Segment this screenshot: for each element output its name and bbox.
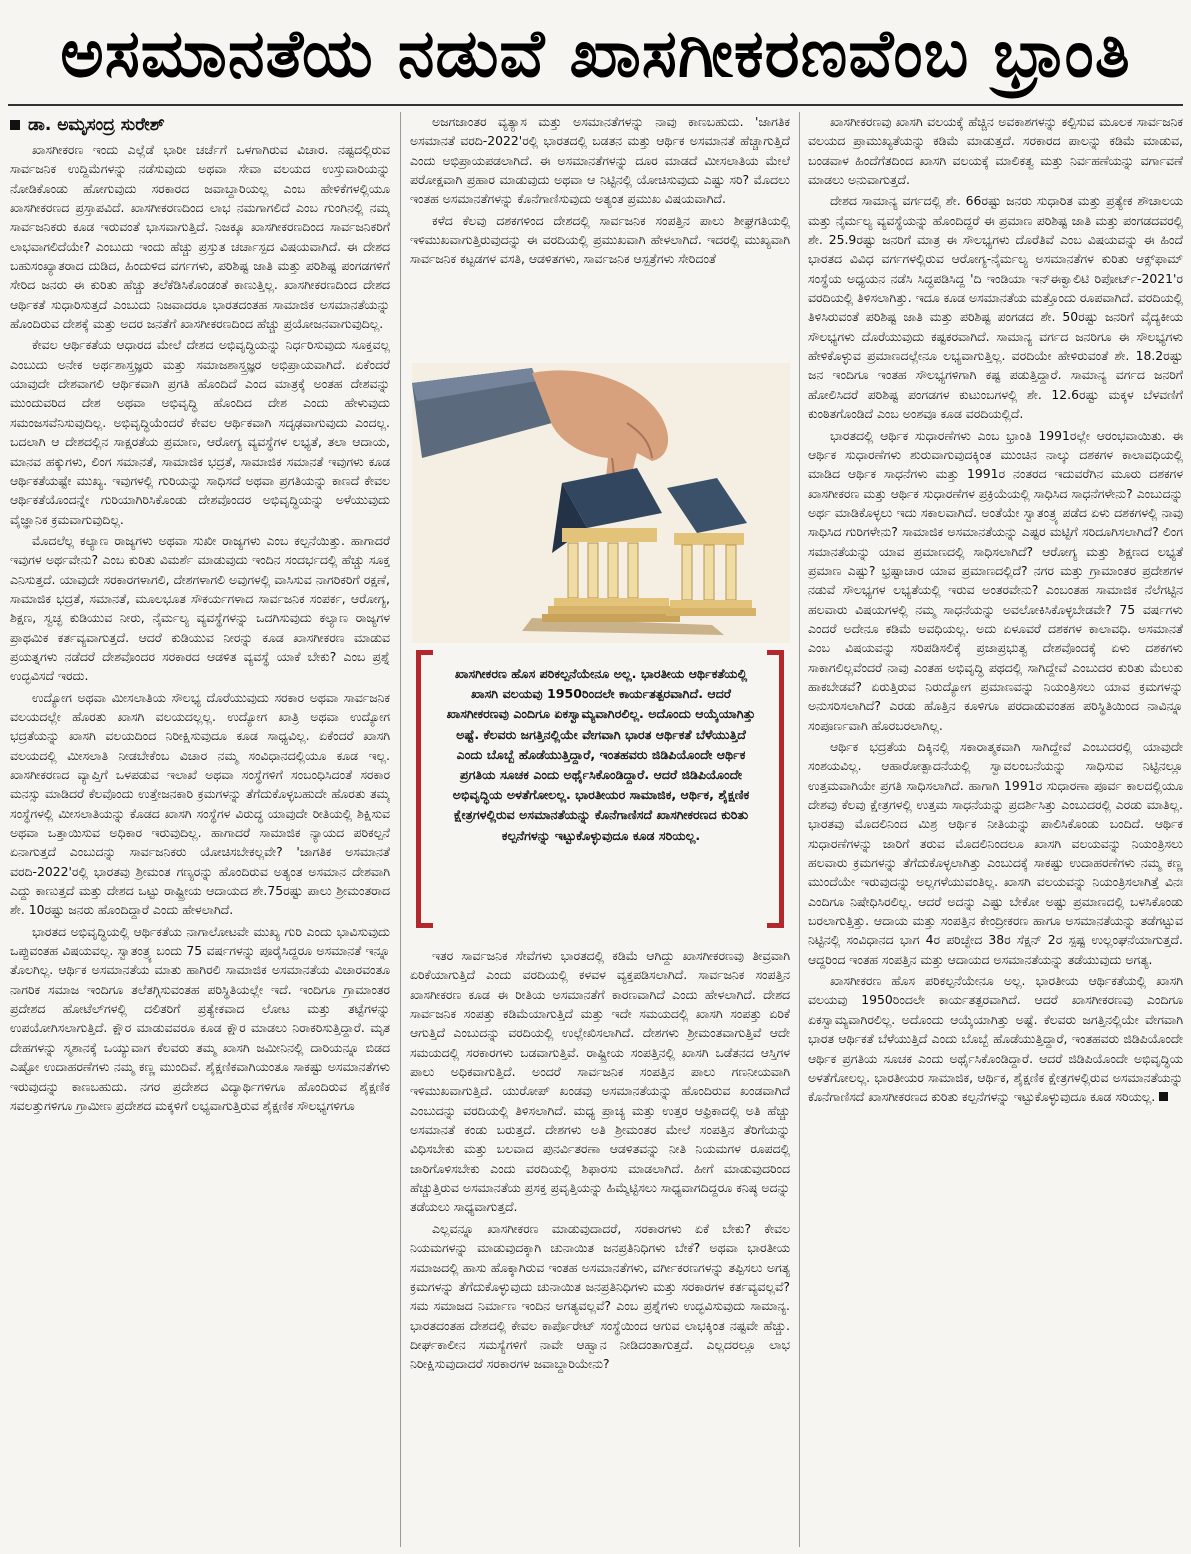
- column-divider: [400, 112, 401, 1547]
- article-column-2-bottom: [410, 946, 790, 1546]
- column-divider: [799, 112, 800, 1547]
- author-name: ಡಾ. ಅಮೃಸಂದ್ರ ಸುರೇಶ್: [28, 115, 165, 135]
- byline-square-icon: [10, 120, 20, 130]
- paragraph: ಕೇವಲ ಆರ್ಥಿಕತೆಯ ಆಧಾರದ ಮೇಲೆ ದೇಶದ ಅಭಿವೃದ್ಧಿಯನ್ನು ನಿರ್ಧರಿಸುವುದು ಸೂಕ್ತವಲ್ಲ ಎಂಬುದು ಅನೇಕ ಅರ್ಥಶಾಸ್ತ್ರಜ್ಞರು ಮತ್ತು ಸಮಾಜಶಾಸ್ತ್ರಜ್ಞರ ಅಭಿಪ್ರಾಯವಾಗಿದೆ. ಏಕೆಂದರೆ ಯಾವುದೇ ದೇಶವಾಗಲಿ ಆರ್ಥಿಕವಾಗಿ ಪ್ರಗತಿ ಹೊಂದಿದೆ ಎಂದ ಮಾತ್ರಕ್ಕೆ ಅಂತಹ ದೇಶವನ್ನು ಮುಂದುವರಿದ ದೇಶ ಅಥವಾ ಅಭಿವೃದ್ಧಿ ಹೊಂದಿದ ದೇಶ ಎಂದು ಹೇಳುವುದು ಸಮಂಜಸವೆನಿಸುವುದಿಲ್ಲ. ಅಭಿವೃದ್ಧಿಯೆಂದರೆ ಕೇವಲ ಆರ್ಥಿಕವಾಗಿ ಸದೃಢವಾಗುವುದು ಎಂದಲ್ಲ. ಬದಲಾಗಿ ಆ ದೇಶದಲ್ಲಿನ ಸಾಕ್ಷರತೆಯ ಪ್ರಮಾಣ, ಆರೋಗ್ಯ ವ್ಯವಸ್ಥೆಗಳ ಲಭ್ಯತೆ, ತಲಾ ಆದಾಯ, ಮಾನವ ಹಕ್ಕುಗಳು, ಲಿಂಗ ಸಮಾನತೆ, ಸಾಮಾಜಿಕ ಭದ್ರತೆ, ಸಾಮಾಜಿಕ ಸಮಾನತೆ ಇವುಗಳು ಕೂಡ ಆರ್ಥಿಕತೆಯಷ್ಟೇ ಮುಖ್ಯ. ಇವುಗಳಲ್ಲಿ ಗುರಿಯನ್ನು ಸಾಧಿಸದೆ ಅಥವಾ ಪ್ರಗತಿಯನ್ನು ಕಾಣದೆ ಕೇವಲ ಆರ್ಥಿಕತೆಯೊಂದನ್ನೇ ಗುರಿಯಾಗಿರಿಸಿಕೊಂಡು ದೇಶವೊಂದರ ಅಭಿವೃದ್ಧಿಯನ್ನು ಅಳೆಯುವುದು ವೈಜ್ಞಾನಿಕ ಕ್ರಮವಾಗುವುದಿಲ್ಲ.: [10, 337, 390, 527]
- article-column-1: [10, 112, 390, 1552]
- byline: [10, 112, 390, 138]
- paragraph: ಭಾರತದಲ್ಲಿ ಆರ್ಥಿಕ ಸುಧಾರಣೆಗಳು ಎಂಬ ಭ್ರಾಂತಿ 1991ರಲ್ಲೇ ಆರಂಭವಾಯಿತು. ಈ ಆರ್ಥಿಕ ಸುಧಾರಣೆಗಳು ಶುರುವಾಗುವುದಕ್ಕಿಂತ ಮುಂಚಿನ ನಾಲ್ಕು ದಶಕಗಳ ಕಾಲಾವಧಿಯಲ್ಲಿ ಮಾಡಿದ ಆರ್ಥಿಕ ಸಾಧನೆಗಳು ಮತ್ತು 1991ರ ನಂತರದ ಇದುವರೆಗಿನ ಮೂರು ದಶಕಗಳ ಖಾಸಗೀಕರಣ ಮತ್ತು ಆರ್ಥಿಕ ಸುಧಾರಣೆಗಳ ಪ್ರಕ್ರಿಯೆಯಲ್ಲಿ ಸಾಧಿಸಿದ ಸಾಧನೆಗಳೇನು? ಎಂಬುದನ್ನು ಅರ್ಥ ಮಾಡಿಕೊಳ್ಳಲು ಇದು ಸಕಾಲವಾಗಿದೆ. ಅಂತೆಯೇ ಸ್ವಾತಂತ್ರ್ಯ ಪಡೆದ ಏಳು ದಶಕಗಳಲ್ಲಿ ನಾವು ಸಾಧಿಸಿದ ಗುರಿಗಳೇನು? ಸಾಮಾಜಿಕ ಅಸಮಾನತೆಯನ್ನು ಎಷ್ಟರ ಮಟ್ಟಿಗೆ ಸರಿದೂಗಿಸಲಾಗಿದೆ? ಲಿಂಗ ಸಮಾನತೆಯನ್ನು ಯಾವ ಪ್ರಮಾಣದಲ್ಲಿ ಸಾಧಿಸಲಾಗಿದೆ? ಆರೋಗ್ಯ ಮತ್ತು ಶಿಕ್ಷಣದ ಲಭ್ಯತೆ ಪ್ರಮಾಣ ಎಷ್ಟು? ಭ್ರಷ್ಟಾಚಾರ ಯಾವ ಪ್ರಮಾಣದಲ್ಲಿದೆ? ನಗರ ಮತ್ತು ಗ್ರಾಮಾಂತರ ಪ್ರದೇಶಗಳ ನಡುವೆ ಸೌಲಭ್ಯಗಳ ಲಭ್ಯತೆಯಲ್ಲಿ ಇರುವ ಅಂತರವೇನು? ಎಂಬಂತಹ ಸಾಮಾಜಿಕ ನೆಲೆಗಟ್ಟಿನ ಹಲವಾರು ವಿಷಯಗಳಲ್ಲಿ ನಮ್ಮ ಸಾಧನೆಯನ್ನು ಅವಲೋಕಿಸಿಕೊಳ್ಳಬೇಡವೇ? 75 ವರ್ಷಗಳು ಎಂದರೆ ಅದೇನೂ ಕಡಿಮೆ ಅವಧಿಯಲ್ಲ. ಅದು ಏಳೂವರೆ ದಶಕಗಳ ಕಾಲಾವಧಿ. ಅಸಮಾನತೆ ಎಂಬ ವಿಷಯವನ್ನು ಸರಿಪಡಿಸಲಿಕ್ಕೆ ಪ್ರಜಾಪ್ರಭುತ್ವ ದೇಶವೊಂದಕ್ಕೆ ಏಳು ದಶಕಗಳು ಸಾಕಾಗಲಿಲ್ಲವೆಂದರೆ ನಾವು ಎಂತಹ ಅಭಿವೃದ್ಧಿ ಪಥದಲ್ಲಿ ಸಾಗಿದ್ದೇವೆ ಎಂಬುದರ ಕುರಿತು ಮೆಲುಕು ಹಾಕಬೇಡವೆ? ಏರುತ್ತಿರುವ ನಿರುದ್ಯೋಗ ಪ್ರಮಾಣವನ್ನು ನಿಯಂತ್ರಿಸಲು ಯಾವ ಕ್ರಮಗಳನ್ನು ಅನುಸರಿಸಲಾಗಿದೆ? ಎರಡು ಹೊತ್ತಿನ ಕೂಳಿಗೂ ಪರದಾಡುವಂತಹ ಪರಿಸ್ಥಿತಿಯಿಂದ ನಾವಿನ್ನೂ ಸಂಪೂರ್ಣವಾಗಿ ಹೊರಬರಲಾಗಿಲ್ಲ.: [808, 427, 1183, 733]
- paragraph: ಖಾಸಗೀಕರಣ ಇಂದು ಎಲ್ಲೆಡೆ ಭಾರೀ ಚರ್ಚೆಗೆ ಒಳಗಾಗಿರುವ ವಿಚಾರ. ನಷ್ಟದಲ್ಲಿರುವ ಸಾರ್ವಜನಿಕ ಉದ್ದಿಮೆಗಳನ್ನು ನಡೆಸುವುದು ಅಥವಾ ಸೇವಾ ವಲಯದ ಉಸ್ತುವಾರಿಯನ್ನು ನೋಡಿಕೊಂಡು ಹೋಗುವುದು ಸರಕಾರದ ಜವಾಬ್ದಾರಿಯಲ್ಲ ಎಂಬ ಹೇಳಿಕೆಗಳಲ್ಲಿಯೂ ಖಾಸಗೀಕರಣದ ಪ್ರಸ್ತಾಪವಿದೆ. ಖಾಸಗೀಕರಣದಿಂದ ಲಾಭ ನಮಗಾಗಲಿದೆ ಎಂಬ ಗುಂಗಿನಲ್ಲಿ ನಮ್ಮ ಸಾರ್ವಜನಿಕರು ಕೂಡ ಇರುವಂತೆ ಭಾಸವಾಗುತ್ತಿದೆ. ನಿಜಕ್ಕೂ ಖಾಸಗೀಕರಣದಿಂದ ಸಾರ್ವಜನಿಕರಿಗೆ ಲಾಭವಾಗಲಿದೆಯೇ? ಎಂಬುದು ಇಂದು ಹೆಚ್ಚು ಪ್ರಸ್ತುತ ಚರ್ಚಾಸ್ಪದ ವಿಷಯವಾಗಿದೆ. ಈ ದೇಶದ ಬಹುಸಂಖ್ಯಾತರಾದ ದುಡಿದ, ಹಿಂದುಳಿದ ವರ್ಗಗಳು, ಪರಿಶಿಷ್ಟ ಜಾತಿ ಮತ್ತು ಪರಿಶಿಷ್ಟ ಪಂಗಡಗಳಿಗೆ ಸೇರಿದ ಜನರು ಈ ಕುರಿತು ಹೆಚ್ಚು ತಲೆಕೆಡಿಸಿಕೊಂಡಂತೆ ಕಾಣುತ್ತಿಲ್ಲ. ಖಾಸಗೀಕರಣದಿಂದ ದೇಶದ ಆರ್ಥಿಕತೆ ಸುಧಾರಿಸುತ್ತದೆ ಎಂಬುದು ನಿಜವಾದರೂ ಭಾರತದಂತಹ ಸಾಮಾಜಿಕ ಅಸಮಾನತೆಯನ್ನು ಹೊಂದಿರುವ ದೇಶಕ್ಕೆ ಮತ್ತು ಅದರ ಜನತೆಗೆ ಖಾಸಗೀಕರಣದಿಂದ ಹೆಚ್ಚು ಪ್ರಯೋಜನವಾಗುವುದಿಲ್ಲ.: [10, 142, 390, 332]
- paragraph: ಅಜಗಜಾಂತರ ವ್ಯತ್ಯಾಸ ಮತ್ತು ಅಸಮಾನತೆಗಳನ್ನು ನಾವು ಕಾಣಬಹುದು. 'ಜಾಗತಿಕ ಅಸಮಾನತೆ ವರದಿ-2022'ರಲ್ಲಿ ಭಾರತದಲ್ಲಿ ಬಡತನ ಮತ್ತು ಆರ್ಥಿಕ ಅಸಮಾನತೆ ಹೆಚ್ಚಾಗುತ್ತಿದೆ ಎಂದು ಅಭಿಪ್ರಾಯಪಡಲಾಗಿದೆ. ಈ ಅಸಮಾನತೆಗಳನ್ನು ದೂರ ಮಾಡದೆ ಮೀಸಲಾತಿಯ ಮೇಲೆ ಪರೋಕ್ಷವಾಗಿ ಪ್ರಹಾರ ಮಾಡುವುದು ಅಥವಾ ಆ ನಿಟ್ಟಿನಲ್ಲಿ ಯೋಚಿಸುವುದು ಎಷ್ಟು ಸರಿ? ಮೊದಲು ಇಂತಹ ಅಸಮಾನತೆಗಳನ್ನು ಕೊನೆಗಾಣಿಸುವುದು ಅತ್ಯಂತ ಪ್ರಮುಖ ವಿಷಯವಾಗಿದೆ.: [410, 114, 790, 207]
- paragraph: [808, 971, 1183, 1106]
- paragraph: ಭಾರತದ ಅಭಿವೃದ್ಧಿಯಲ್ಲಿ ಆರ್ಥಿಕತೆಯ ನಾಗಾಲೋಟವೇ ಮುಖ್ಯ ಗುರಿ ಎಂದು ಭಾವಿಸುವುದು ಒಪ್ಪುವಂತಹ ವಿಷಯವಲ್ಲ. ಸ್ವಾತಂತ್ರ್ಯ ಬಂದು 75 ವರ್ಷಗಳನ್ನು ಪೂರೈಸಿದ್ದರೂ ಅಸಮಾನತೆ ಇನ್ನೂ ತೊಲಗಿಲ್ಲ. ಆರ್ಥಿಕ ಅಸಮಾನತೆಯ ಮಾತು ಹಾಗಿರಲಿ ಸಾಮಾಜಿಕ ಅಸಮಾನತೆಯ ವಿಚಾರವಂತೂ ನಾಗರಿಕ ಸಮಾಜ ಇಂದಿಗೂ ತಲೆತಗ್ಗಿಸುವಂತಹ ಪರಿಸ್ಥಿತಿಯಲ್ಲೇ ಇದೆ. ಇಂದಿಗೂ ಗ್ರಾಮಾಂತರ ಪ್ರದೇಶದ ಹೋಟೆಲ್‌ಗಳಲ್ಲಿ ದಲಿತರಿಗೆ ಪ್ರತ್ಯೇಕವಾದ ಲೋಟ ಮತ್ತು ತಟ್ಟೆಗಳನ್ನು ಉಪಯೋಗಿಸಲಾಗುತ್ತಿದೆ. ಕ್ಷೌರ ಮಾಡುವವರೂ ಕೂಡ ಕ್ಷೌರ ಮಾಡಲು ನಿರಾಕರಿಸುತ್ತಿದ್ದಾರೆ. ಮೃತ ದೇಹಗಳನ್ನು ಸ್ಮಶಾನಕ್ಕೆ ಒಯ್ಯುವಾಗ ಕೆಲವರು ತಮ್ಮ ಖಾಸಗಿ ಜಮೀನಿನಲ್ಲಿ ದಾರಿಯನ್ನೂ ಬಿಡದ ಎಷ್ಟೋ ಉದಾಹರಣೆಗಳು ನಮ್ಮ ಕಣ್ಣ ಮುಂದಿವೆ. ಶೈಕ್ಷಣಿಕವಾಗಿಯಂತೂ ಸಾಕಷ್ಟು ಅಸಮಾನತೆಗಳು ಇರುವುದನ್ನು ಕಾಣಬಹುದು. ನಗರ ಪ್ರದೇಶದ ವಿದ್ಯಾರ್ಥಿಗಳಿಗೂ ಹೊಂದಿರುವ ಶೈಕ್ಷಣಿಕ ಸವಲತ್ತುಗಳಿಗೂ ಗ್ರಾಮೀಣ ಪ್ರದೇಶದ ಮಕ್ಕಳಿಗೆ ಲಭ್ಯವಾಗುತ್ತಿರುವ ಶೈಕ್ಷಣಿಕ ಸೌಲಭ್ಯಗಳಿಗೂ: [10, 923, 390, 1113]
- paragraph: ಕಳೆದ ಕೆಲವು ದಶಕಗಳಿಂದ ದೇಶದಲ್ಲಿ ಸಾರ್ವಜನಿಕ ಸಂಪತ್ತಿನ ಪಾಲು ಶೀಘ್ರಗತಿಯಲ್ಲಿ ಇಳಿಮುಖವಾಗುತ್ತಿರುವುದನ್ನು ಈ ವರದಿಯಲ್ಲಿ ಪ್ರಮುಖವಾಗಿ ಹೇಳಲಾಗಿದೆ. ಇದರಲ್ಲಿ ಮುಖ್ಯವಾಗಿ ಸಾರ್ವಜನಿಕ ಕಟ್ಟಡಗಳ ವಸತಿ, ಆಡಳಿತಗಳು, ಸಾರ್ವಜನಿಕ ಆಸ್ಪತ್ರೆಗಳು ಸೇರಿದಂತೆ: [410, 212, 790, 267]
- paragraph: ಆರ್ಥಿಕ ಭದ್ರತೆಯ ದಿಕ್ಕಿನಲ್ಲಿ ಸಕಾರಾತ್ಮಕವಾಗಿ ಸಾಗಿದ್ದೇವೆ ಎಂಬುದರಲ್ಲಿ ಯಾವುದೇ ಸಂಶಯವಿಲ್ಲ. ಆಹಾರೋತ್ಪಾದನೆಯಲ್ಲಿ ಸ್ವಾವಲಂಬನೆಯನ್ನು ಸಾಧಿಸುವ ನಿಟ್ಟಿನಲ್ಲೂ ಉತ್ತಮವಾಗಿಯೇ ಪ್ರಗತಿ ಸಾಧಿಸಲಾಗಿದೆ. ಹಾಗಾಗಿ 1991ರ ಸುಧಾರಣಾ ಪೂರ್ವ ಕಾಲದಲ್ಲಿಯೂ ದೇಶವು ಕೆಲವು ಕ್ಷೇತ್ರಗಳಲ್ಲಿ ಉತ್ತಮ ಸಾಧನೆಯನ್ನು ಪ್ರದರ್ಶಿಸಿತ್ತು ಎಂಬುದರಲ್ಲಿ ಎರಡು ಮಾತಿಲ್ಲ. ಭಾರತವು ಮೊದಲಿನಿಂದ ಮಿಶ್ರ ಆರ್ಥಿಕ ನೀತಿಯನ್ನು ಪಾಲಿಸಿಕೊಂಡು ಬಂದಿದೆ. ಆರ್ಥಿಕ ಸುಧಾರಣೆಗಳನ್ನು ಜಾರಿಗೆ ತರುವ ಮೊದಲಿನಿಂದಲೂ ಖಾಸಗಿ ವಲಯವನ್ನು ನಿಯಂತ್ರಿಸಲು ಹಲವಾರು ಕ್ರಮಗಳನ್ನು ತೆಗೆದುಕೊಳ್ಳಲಾಗಿತ್ತು ಎಂಬುದಕ್ಕೆ ಸಾಕಷ್ಟು ಉದಾಹರಣೆಗಳು ನಮ್ಮ ಕಣ್ಣ ಮುಂದೆಯೇ ಇರುವುದನ್ನು ಅಲ್ಲಗಳೆಯುವಂತಿಲ್ಲ. ಖಾಸಗಿ ವಲಯವನ್ನು ನಿಯಂತ್ರಿಸಲಾಗಿತ್ತೆ ವಿನಃ ಎಂದಿಗೂ ನಿಷೇಧಿಸಿರಲಿಲ್ಲ. ಆದರೆ ಅದನ್ನು ಎಷ್ಟು ಬೇಕೋ ಅಷ್ಟು ಪ್ರಮಾಣದಲ್ಲಿ ಬಳಸಿಕೊಂಡು ಬರಲಾಗುತ್ತಿತ್ತು. ಆದಾಯ ಮತ್ತು ಸಂಪತ್ತಿನ ಕೇಂದ್ರೀಕರಣ ಹಾಗೂ ಅಸಮಾನತೆಯನ್ನು ತಡೆಗಟ್ಟುವ ನಿಟ್ಟಿನಲ್ಲಿ ಸಂವಿಧಾನದ ಭಾಗ 4ರ ಪರಿಚ್ಛೇದ 38ರ ಸೆಕ್ಷನ್ 2ರ ಸ್ಪಷ್ಟ ಉಲ್ಲಂಘನೆಯಾಗುತ್ತದೆ. ಆದ್ದರಿಂದ ಇಂತಹ ಸಂಪತ್ತಿನ ಮತ್ತು ಆದಾಯದ ಅಸಮಾನತೆಯನ್ನು ತಡೆಯುವುದು ಅಗತ್ಯ.: [808, 739, 1183, 967]
- hand-lifting-bank-building-icon: [412, 363, 790, 643]
- paragraph: ಖಾಸಗೀಕರಣವು ಖಾಸಗಿ ವಲಯಕ್ಕೆ ಹೆಚ್ಚಿನ ಅವಕಾಶಗಳನ್ನು ಕಲ್ಪಿಸುವ ಮೂಲಕ ಸಾರ್ವಜನಿಕ ವಲಯದ ಪ್ರಾಮುಖ್ಯತೆಯನ್ನು ಕಡಿಮೆ ಮಾಡುತ್ತದೆ. ಸರಕಾರದ ಪಾಲನ್ನು ಕಡಿಮೆ ಮಾಡುವ, ಬಂಡವಾಳ ಹಿಂದೆಗೆತದಿಂದ ಖಾಸಗಿ ವಲಯಕ್ಕೆ ಮಾಲಿಕತ್ವ ಮತ್ತು ನಿರ್ವಹಣೆಯನ್ನು ವರ್ಗಾವಣೆ ಮಾಡಲು ಅನುವಾಗುತ್ತದೆ.: [808, 114, 1183, 188]
- pull-quote: [410, 650, 790, 918]
- end-mark-icon: [1159, 1092, 1168, 1101]
- illustration-svg: [412, 363, 790, 643]
- paragraph: ಉದ್ಯೋಗ ಅಥವಾ ಮೀಸಲಾತಿಯ ಸೌಲಭ್ಯ ದೊರೆಯುವುದು ಸರಕಾರ ಅಥವಾ ಸಾರ್ವಜನಿಕ ವಲಯದಲ್ಲೇ ಹೊರತು ಖಾಸಗಿ ವಲಯದಲ್ಲಲ್ಲ. ಉದ್ಯೋಗ ಖಾತ್ರಿ ಅಥವಾ ಉದ್ಯೋಗ ಭದ್ರತೆಯನ್ನು ಖಾಸಗಿ ವಲಯದಿಂದ ನಿರೀಕ್ಷಿಸುವುದೂ ಕೂಡ ಸಾಧ್ಯವಿಲ್ಲ. ಏಕೆಂದರೆ ಖಾಸಗಿ ವಲಯದಲ್ಲಿ ಮೀಸಲಾತಿ ನೀಡಬೇಕೆಂಬ ವಿಚಾರ ನಮ್ಮ ಸಂವಿಧಾನದಲ್ಲಿಯೂ ಕೂಡ ಇಲ್ಲ. ಖಾಸಗೀಕರಣದ ವ್ಯಾಪ್ತಿಗೆ ಒಳಪಡುವ ಇಲಾಖೆ ಅಥವಾ ಸಂಸ್ಥೆಗಳಿಗೆ ಸಂಬಂಧಿಸಿದಂತೆ ಸರಕಾರ ಮನಸ್ಸು ಮಾಡಿದರೆ ಕೆಲವೊಂದು ಉತ್ತೇಜನಕಾರಿ ಕ್ರಮಗಳನ್ನು ತೆಗೆದುಕೊಳ್ಳಬಹುದೇ ಹೊರತು ತಮ್ಮ ಸಂಸ್ಥೆಗಳಲ್ಲಿ ಮೀಸಲಾತಿಯನ್ನು ಕೊಡದ ಖಾಸಗಿ ಸಂಸ್ಥೆಗಳ ವಿರುದ್ಧ ಯಾವುದೇ ರೀತಿಯಲ್ಲಿ ಶಿಕ್ಷಿಸುವ ಅಥವಾ ಒತ್ತಾಯಿಸುವ ಅಧಿಕಾರ ಇರುವುದಿಲ್ಲ. ಹಾಗಾದರೆ ಸಾಮಾಜಿಕ ನ್ಯಾಯದ ಪರಿಕಲ್ಪನೆ ಏನಾಗುತ್ತದೆ ಎಂಬುದನ್ನು ಸಾರ್ವಜನಿಕರು ಯೋಚಿಸಬೇಕಲ್ಲವೇ? 'ಜಾಗತಿಕ ಅಸಮಾನತೆ ವರದಿ-2022'ರಲ್ಲಿ ಭಾರತವು ಶ್ರೀಮಂತ ಗಣ್ಯರನ್ನು ಹೊಂದಿರುವ ಅತ್ಯಂತ ಅಸಮಾನ ದೇಶವಾಗಿ ಎದ್ದು ಕಾಣುತ್ತದೆ ಮತ್ತು ದೇಶದ ಒಟ್ಟು ರಾಷ್ಟ್ರೀಯ ಆದಾಯದ ಶೇ.75ರಷ್ಟು ಪಾಲು ಶ್ರೀಮಂತರಾದ ಶೇ. 10ರಷ್ಟು ಜನರು ಹೊಂದಿದ್ದಾರೆ ಎಂದು ಹೇಳಲಾಗಿದೆ.: [10, 689, 390, 918]
- paragraph: ಇತರ ಸಾರ್ವಜನಿಕ ಸೇವೆಗಳು ಭಾರತದಲ್ಲಿ ಕಡಿಮೆ ಆಗಿದ್ದು ಖಾಸಗೀಕರಣವು ತೀವ್ರವಾಗಿ ಏರಿಕೆಯಾಗುತ್ತಿದೆ ಎಂದು ವರದಿಯಲ್ಲಿ ಕಳವಳ ವ್ಯಕ್ತಪಡಿಸಲಾಗಿದೆ. ಸಾರ್ವಜನಿಕ ಸಂಪತ್ತಿನ ಖಾಸಗೀಕರಣ ಕೂಡ ಈ ರೀತಿಯ ಅಸಮಾನತೆಗೆ ಕಾರಣವಾಗಿದೆ ಎಂದು ಹೇಳಲಾಗಿದೆ. ದೇಶದ ಸಾರ್ವಜನಿಕ ಸಂಪತ್ತು ಕಡಿಮೆಯಾಗುತ್ತಿದೆ ಮತ್ತು ಇದೇ ಸಮಯದಲ್ಲಿ ಖಾಸಗಿ ಸಂಪತ್ತು ಏರಿಕೆ ಆಗುತ್ತಿದೆ ಎಂಬುದನ್ನು ವರದಿಯಲ್ಲಿ ಉಲ್ಲೇಖಿಸಲಾಗಿದೆ. ದೇಶಗಳು ಶ್ರೀಮಂತವಾಗುತ್ತಿವೆ ಆದೇ ಸಮಯದಲ್ಲಿ ಸರಕಾರಗಳು ಬಡವಾಗುತ್ತಿವೆ. ರಾಷ್ಟ್ರೀಯ ಸಂಪತ್ತಿನಲ್ಲಿ ಖಾಸಗಿ ಒಡೆತನದ ಆಸ್ತಿಗಳ ಪಾಲು ಅಧಿಕವಾಗುತ್ತಿದೆ. ಅಂದರೆ ಸಾರ್ವಜನಿಕ ಸಂಪತ್ತಿನ ಪಾಲು ಗಣನೀಯವಾಗಿ ಇಳಿಮುಖವಾಗುತ್ತಿದೆ. ಯುರೋಪ್ ಖಂಡವು ಅಸಮಾನತೆಯನ್ನು ಹೊಂದಿರುವ ಖಂಡವಾಗಿದೆ ಎಂಬುದನ್ನು ವರದಿಯಲ್ಲಿ ತಿಳಿಸಲಾಗಿದೆ. ಮಧ್ಯ ಪ್ರಾಚ್ಯ ಮತ್ತು ಉತ್ತರ ಆಫ್ರಿಕಾದಲ್ಲಿ ಅತಿ ಹೆಚ್ಚು ಅಸಮಾನತೆ ಕಂಡು ಬರುತ್ತದೆ. ದೇಶಗಳು ಅತಿ ಶ್ರೀಮಂತರ ಮೇಲೆ ಸಂಪತ್ತಿನ ತೆರಿಗೆಯನ್ನು ವಿಧಿಸಬೇಕು ಮತ್ತು ಬಲವಾದ ಪುನರ್ವಿತರಣಾ ಆಡಳಿತವನ್ನು ನೀತಿ ನಿಯಮಗಳ ರೂಪದಲ್ಲಿ ಜಾರಿಗೊಳಿಸಬೇಕು ಎಂದು ವರದಿಯಲ್ಲಿ ಶಿಫಾರಸು ಮಾಡಲಾಗಿದೆ. ಹೀಗೆ ಮಾಡುವುದರಿಂದ ಹೆಚ್ಚುತ್ತಿರುವ ಅಸಮಾನತೆಯ ಪ್ರಸಕ್ತ ಪ್ರವೃತ್ತಿಯನ್ನು ಹಿಮ್ಮೆಟ್ಟಿಸಲು ಸಾಧ್ಯವಾಗದಿದ್ದರೂ ಕನಿಷ್ಠ ಅದನ್ನು ತಡೆಯಲು ಸಾಧ್ಯವಾಗುತ್ತದೆ.: [410, 948, 790, 1215]
- headline-rule: [8, 104, 1183, 106]
- pull-quote-text: ಖಾಸಗೀಕರಣ ಹೊಸ ಪರಿಕಲ್ಪನೆಯೇನೂ ಅಲ್ಲ. ಭಾರತೀಯ ಆರ್ಥಿಕತೆಯಲ್ಲಿ ಖಾಸಗಿ ವಲಯವು 1950ರಿಂದಲೇ ಕಾರ್ಯತತ್ಪರವಾಗಿದೆ. ಆದರೆ ಖಾಸಗೀಕರಣವು ಎಂದಿಗೂ ಏಕಸ್ವಾಮ್ಯವಾಗಿರಲಿಲ್ಲ. ಅದೊಂದು ಆಯ್ಕೆಯಾಗಿತ್ತು ಅಷ್ಟೆ. ಕೆಲವರು ಜಗತ್ತಿನಲ್ಲಿಯೇ ವೇಗವಾಗಿ ಭಾರತ ಆರ್ಥಿಕತೆ ಬೆಳೆಯುತ್ತಿದೆ ಎಂದು ಬೊಬ್ಬೆ ಹೊಡೆಯುತ್ತಿದ್ದಾರೆ, ಇಂತಹವರು ಜಿಡಿಪಿಯೊಂದೇ ಆರ್ಥಿಕ ಪ್ರಗತಿಯ ಸೂಚಕ ಎಂದು ಅರ್ಥೈಸಿಕೊಂಡಿದ್ದಾರೆ. ಆದರೆ ಜಿಡಿಪಿಯೊಂದೇ ಅಭಿವೃದ್ಧಿಯ ಅಳತೆಗೋಲಲ್ಲ. ಭಾರತೀಯರ ಸಾಮಾಜಿಕ, ಆರ್ಥಿಕ, ಶೈಕ್ಷಣಿಕ ಕ್ಷೇತ್ರಗಳಲ್ಲಿರುವ ಅಸಮಾನತೆಯನ್ನು ಕೊನೆಗಾಣಿಸದೆ ಖಾಸಗೀಕರಣದ ಕುರಿತು ಕಲ್ಪನೆಗಳನ್ನು ಇಟ್ಟುಕೊಳ್ಳುವುದೂ ಕೂಡ ಸರಿಯಲ್ಲ.: [446, 666, 756, 843]
- page-title: ಅಸಮಾನತೆಯ ನಡುವೆ ಖಾಸಗೀಕರಣವೆಂಬ ಭ್ರಾಂತಿ: [60, 14, 1131, 92]
- paragraph: ದೇಶದ ಸಾಮಾನ್ಯ ವರ್ಗದಲ್ಲಿ ಶೇ. 66ರಷ್ಟು ಜನರು ಸುಧಾರಿತ ಮತ್ತು ಪ್ರತ್ಯೇಕ ಶೌಚಾಲಯ ಮತ್ತು ನೈರ್ಮಲ್ಯ ವ್ಯವಸ್ಥೆಯನ್ನು ಹೊಂದಿದ್ದರೆ ಈ ಪ್ರಮಾಣ ಪರಿಶಿಷ್ಟ ಜಾತಿ ಮತ್ತು ಪಂಗಡದವರಲ್ಲಿ ಶೇ. 25.9ರಷ್ಟು ಜನರಿಗೆ ಮಾತ್ರ ಈ ಸೌಲಭ್ಯಗಳು ದೊರೆತಿವೆ ಎಂಬ ವಿಷಯವನ್ನು ಈ ಹಿಂದೆ ಭಾರತದ ವಿವಿಧ ವರ್ಗಗಳಲ್ಲಿರುವ ಆರೋಗ್ಯ-ನೈರ್ಮಲ್ಯ ಅಸಮಾನತೆಗಳ ಕುರಿತು ಆಕ್ಸ್‌ಫಾಮ್ ಸಂಸ್ಥೆಯ ಅಧ್ಯಯನ ನಡೆಸಿ ಸಿದ್ಧಪಡಿಸಿದ್ದ 'ದಿ ಇಂಡಿಯಾ ಇನ್‌ಈಕ್ವಾಲಿಟಿ ರಿಪೋರ್ಟ್-2021'ರ ವರದಿಯಲ್ಲಿ ತಿಳಿಸಲಾಗಿತ್ತು. ಇದೂ ಕೂಡ ಅಸಮಾನತೆಯ ಮತ್ತೊಂದು ರೂಪವಾಗಿದೆ. ವರದಿಯಲ್ಲಿ ತಿಳಿಸಿರುವಂತೆ ಪರಿಶಿಷ್ಟ ಜಾತಿ ಮತ್ತು ಪರಿಶಿಷ್ಟ ಪಂಗಡದ ಶೇ. 50ರಷ್ಟು ಜನರಿಗೆ ವೈದ್ಯಕೀಯ ಸೌಲಭ್ಯಗಳು ದೊರೆಯುವುದು ಕಷ್ಟಕರವಾಗಿದೆ. ಸಾಮಾನ್ಯ ವರ್ಗದ ಜನರಿಗೂ ಈ ಸೌಲಭ್ಯಗಳು ಹೇಳಿಕೊಳ್ಳುವ ಪ್ರಮಾಣದಲ್ಲೇನೂ ಲಭ್ಯವಾಗುತ್ತಿಲ್ಲ. ವರದಿಯೇ ಹೇಳಿರುವಂತೆ ಶೇ. 18.2ರಷ್ಟು ಜನ ಇಂದಿಗೂ ಇಂತಹ ಸೌಲಭ್ಯಗಳಿಗಾಗಿ ಕಷ್ಟ ಪಡುತ್ತಿದ್ದಾರೆ. ಸಾಮಾನ್ಯ ವರ್ಗದ ಜನರಿಗೆ ಹೋಲಿಸಿದರೆ ಪರಿಶಿಷ್ಟ ಪಂಗಡಗಳ ಕುಟುಂಬಗಳಲ್ಲಿ ಶೇ. 12.6ರಷ್ಟು ಮಕ್ಕಳ ಬೆಳವಣಿಗೆ ಕುಂಠಿತಗೊಂಡಿದೆ ಎಂಬ ಅಂಶವೂ ಕೂಡ ವರದಿಯಲ್ಲಿದೆ.: [808, 193, 1183, 422]
- right-bracket-icon: [767, 650, 784, 928]
- article-column-3: [808, 112, 1183, 1552]
- paragraph: ಎಲ್ಲವನ್ನೂ ಖಾಸಗೀಕರಣ ಮಾಡುವುದಾದರೆ, ಸರಕಾರಗಳು ಏಕೆ ಬೇಕು? ಕೇವಲ ನಿಯಮಗಳನ್ನು ಮಾಡುವುದಕ್ಕಾಗಿ ಚುನಾಯಿತ ಜನಪ್ರತಿನಿಧಿಗಳು ಬೇಕೆ? ಅಥವಾ ಭಾರತೀಯ ಸಮಾಜದಲ್ಲಿ ಹಾಸು ಹೊಕ್ಕಾಗಿರುವ ಇಂತಹ ಅಸಮಾನತೆಗಳು, ವರ್ಗೀಕರಣಗಳನ್ನು ತಪ್ಪಿಸಲು ಅಗತ್ಯ ಕ್ರಮಗಳನ್ನು ತೆಗೆದುಕೊಳ್ಳುವುದು ಚುನಾಯಿತ ಜನಪ್ರತಿನಿಧಿಗಳು ಮತ್ತು ಸರಕಾರಗಳ ಕರ್ತವ್ಯವಲ್ಲವೆ? ಸಮ ಸಮಾಜದ ನಿರ್ಮಾಣ ಇಂದಿನ ಅಗತ್ಯವಲ್ಲವೆ? ಎಂಬ ಪ್ರಶ್ನೆಗಳು ಉದ್ಭವಿಸುವುದು ಸಾಮಾನ್ಯ. ಭಾರತದಂತಹ ದೇಶದಲ್ಲಿ ಕೇವಲ ಕಾರ್ಪೊರೇಟ್ ಸಂಸ್ಥೆಯಿಂದ ಆಗುವ ಲಾಭಕ್ಕಿಂತ ನಷ್ಟವೇ ಹೆಚ್ಚು. ದೀರ್ಘಕಾಲೀನ ಸಮಸ್ಯೆಗಳಿಗೆ ನಾವೇ ಆಹ್ವಾನ ನೀಡಿದಂತಾಗುತ್ತದೆ. ಎಲ್ಲದರಲ್ಲೂ ಲಾಭ ನಿರೀಕ್ಷಿಸುವುದಾದರೆ ಸರಕಾರಗಳ ಜವಾಬ್ದಾರಿಯೇನು?: [410, 1220, 790, 1372]
- paragraph: ಮೊದಲೆಲ್ಲ ಕಲ್ಯಾಣ ರಾಜ್ಯಗಳು ಅಥವಾ ಸುಖೀ ರಾಜ್ಯಗಳು ಎಂಬ ಕಲ್ಪನೆಯಿತ್ತು. ಹಾಗಾದರೆ ಇವುಗಳ ಅರ್ಥವೇನು? ಎಂಬ ಕುರಿತು ವಿಮರ್ಶೆ ಮಾಡುವುದು ಇಂದಿನ ಸಂದರ್ಭದಲ್ಲಿ ಹೆಚ್ಚು ಸೂಕ್ತ ಎನಿಸುತ್ತದೆ. ಯಾವುದೇ ಸರಕಾರಗಳಾಗಲಿ, ದೇಶಗಳಾಗಲಿ ಅವುಗಳಲ್ಲಿ ವಾಸಿಸುವ ನಾಗರಿಕರಿಗೆ ರಕ್ಷಣೆ, ಸಾಮಾಜಿಕ ಭದ್ರತೆ, ಸಮಾನತೆ, ಮೂಲಭೂತ ಸೌಕರ್ಯಗಳಾದ ಸಾರ್ವಜನಿಕ ಸಂಪರ್ಕ, ಆರೋಗ್ಯ, ಶಿಕ್ಷಣ, ಸ್ವಚ್ಛ ಕುಡಿಯುವ ನೀರು, ನೈರ್ಮಲ್ಯ ವ್ಯವಸ್ಥೆಗಳನ್ನು ಒದಗಿಸುವುದು ಕಲ್ಯಾಣ ರಾಜ್ಯಗಳ ಪ್ರಾಥಮಿಕ ಕರ್ತವ್ಯವಾಗುತ್ತದೆ. ಆದರೆ ಕುಡಿಯುವ ನೀರನ್ನು ಕೂಡ ಖಾಸಗೀಕರಣ ಮಾಡುವ ಪ್ರಯತ್ನಗಳು ನಡೆದರೆ ದೇಶವೊಂದರ ಸರಕಾರದ ಆಡಳಿತ ವ್ಯವಸ್ಥೆ ಯಾಕೆ ಬೇಕು? ಎಂಬ ಪ್ರಶ್ನೆ ಉದ್ಭವಿಸದೆ ಇರದು.: [10, 532, 390, 684]
- left-bracket-icon: [416, 650, 433, 928]
- paragraph-text: ಖಾಸಗೀಕರಣ ಹೊಸ ಪರಿಕಲ್ಪನೆಯೇನೂ ಅಲ್ಲ. ಭಾರತೀಯ ಆರ್ಥಿಕತೆಯಲ್ಲಿ ಖಾಸಗಿ ವಲಯವು 1950ರಿಂದಲೇ ಕಾರ್ಯತತ್ಪರವಾಗಿದೆ. ಆದರೆ ಖಾಸಗೀಕರಣವು ಎಂದಿಗೂ ಏಕಸ್ವಾಮ್ಯವಾಗಿರಲಿಲ್ಲ. ಅದೊಂದು ಆಯ್ಕೆಯಾಗಿತ್ತು ಅಷ್ಟೆ. ಕೆಲವರು ಜಗತ್ತಿನಲ್ಲಿಯೇ ವೇಗವಾಗಿ ಭಾರತ ಆರ್ಥಿಕತೆ ಬೆಳೆಯುತ್ತಿದೆ ಎಂದು ಬೊಬ್ಬೆ ಹೊಡೆಯುತ್ತಿದ್ದಾರೆ, ಇಂತಹವರು ಜಿಡಿಪಿಯೊಂದೇ ಆರ್ಥಿಕ ಪ್ರಗತಿಯ ಸೂಚಕ ಎಂದು ಅರ್ಥೈಸಿಕೊಂಡಿದ್ದಾರೆ. ಆದರೆ ಜಿಡಿಪಿಯೊಂದೇ ಅಭಿವೃದ್ಧಿಯ ಅಳತೆಗೋಲಲ್ಲ. ಭಾರತೀಯರ ಸಾಮಾಜಿಕ, ಆರ್ಥಿಕ, ಶೈಕ್ಷಣಿಕ ಕ್ಷೇತ್ರಗಳಲ್ಲಿರುವ ಅಸಮಾನತೆಯನ್ನು ಕೊನೆಗಾಣಿಸದೆ ಖಾಸಗೀಕರಣದ ಕುರಿತು ಕಲ್ಪನೆಗಳನ್ನು ಇಟ್ಟುಕೊಳ್ಳುವುದೂ ಕೂಡ ಸರಿಯಲ್ಲ.: [808, 973, 1183, 1105]
- article-column-2-top: [410, 112, 790, 360]
